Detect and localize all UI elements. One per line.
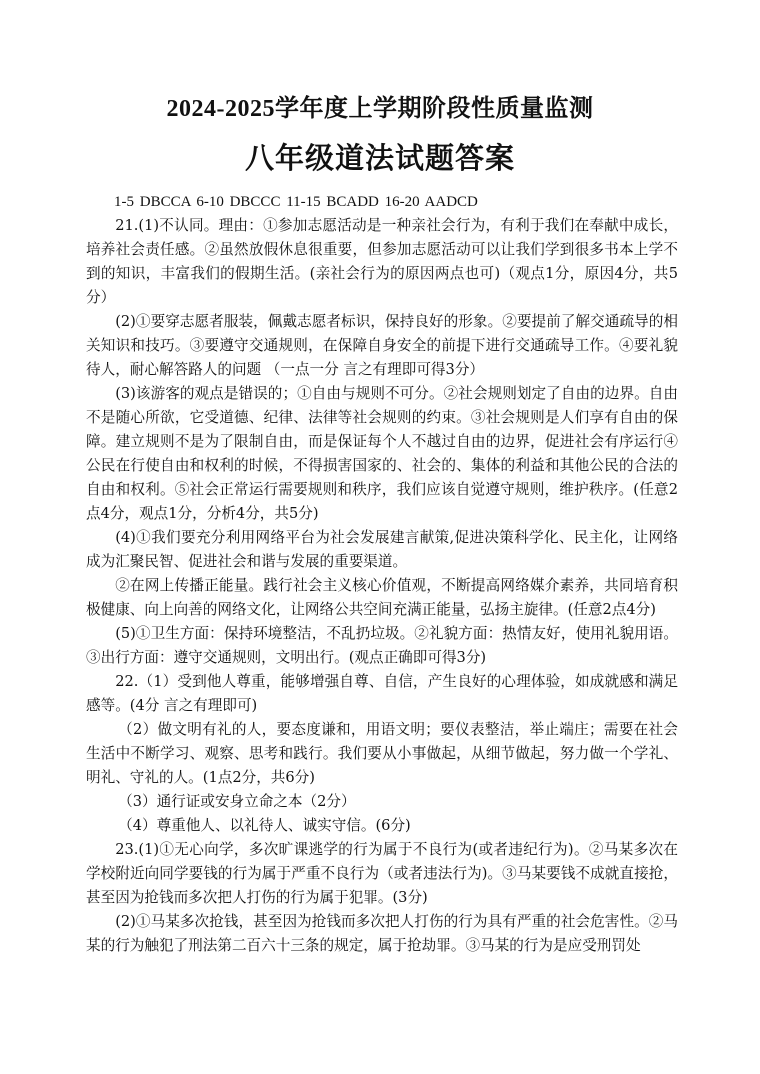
answer-paragraph-21-4a: (4)①我们要充分利用网络平台为社会发展建言献策,促进决策科学化、民主化，让网络成为汇聚民智、促进社会和谐与发展的重要渠道。 xyxy=(86,529,678,570)
answer-paragraph-23-2: (2)①马某多次抢钱，甚至因为抢钱而多次把人打伤的行为具有严重的社会危害性。②马某的行为触犯了刑法第二百六十三条的规定，属于抢劫罪。③马某的行为是应受刑罚处 xyxy=(86,913,678,954)
document-title: 2024-2025学年度上学期阶段性质量监测 xyxy=(166,96,594,122)
answer-paragraph-23-1: 23.(1)①无心向学，多次旷课逃学的行为属于不良行为(或者违纪行为)。②马某多次在学校附近向同学要钱的行为属于严重不良行为（或者违法行为)。③马某要钱不成就直接抢，甚至因为抢钱而多次把人打伤的行为属于犯罪。(3分) xyxy=(86,841,678,906)
answer-paragraph-22-2: （2）做文明有礼的人，要态度谦和，用语文明；要仪表整洁，举止端庄；需要在社会生活中不断学习、观察、思考和践行。我们要从小事做起，从细节做起，努力做一个学礼、明礼、守礼的人。(1点2分，共6分) xyxy=(86,721,678,786)
choice-answers-line: 1-5 DBCCA 6-10 DBCCC 11-15 BCADD 16-20 AADCD xyxy=(114,194,478,210)
answer-paragraph-22-4: （4）尊重他人、以礼待人、诚实守信。(6分) xyxy=(118,817,411,834)
answer-paragraph-22-3: （3）通行证或安身立命之本（2分） xyxy=(118,793,356,810)
document-subtitle: 八年级道法试题答案 xyxy=(244,141,515,175)
answer-content xyxy=(86,190,678,958)
answer-paragraph-21-4b: ②在网上传播正能量。践行社会主义核心价值观，不断提高网络媒介素养，共同培育积极健康、向上向善的网络文化，让网络公共空间充满正能量，弘扬主旋律。(任意2点4分) xyxy=(86,577,678,618)
answer-paragraph-21-5: (5)①卫生方面：保持环境整洁，不乱扔垃圾。②礼貌方面：热情友好，使用礼貌用语。③出行方面：遵守交通规则，文明出行。(观点正确即可得3分) xyxy=(86,625,678,666)
answer-paragraph-21-3: (3)该游客的观点是错误的；①自由与规则不可分。②社会规则划定了自由的边界。自由不是随心所欲，它受道德、纪律、法律等社会规则的约束。③社会规则是人们享有自由的保障。建立规则不是为了限制自由，而是保证每个人不越过自由的边界，促进社会有序运行④公民在行使自由和权利的时候，不得损害国家的、社会的、集体的利益和其他公民的合法的自由和权利。⑤社会正常运行需要规则和秩序，我们应该自觉遵守规则，维护秩序。(任意2点4分，观点1分，分析4分，共5分) xyxy=(86,385,678,522)
answer-paragraph-21-1: 21.(1)不认同。理由：①参加志愿活动是一种亲社会行为，有利于我们在奉献中成长，培养社会责任感。②虽然放假休息很重要，但参加志愿活动可以让我们学到很多书本上学不到的知识，丰富我们的假期生活。(亲社会行为的原因两点也可)（观点1分，原因4分，共5分） xyxy=(86,217,678,306)
answer-paragraph-22-1: 22.（1）受到他人尊重，能够增强自尊、自信，产生良好的心理体验，如成就感和满足感等。(4分 言之有理即可) xyxy=(86,673,678,714)
answer-paragraph-21-2: (2)①要穿志愿者服装，佩戴志愿者标识，保持良好的形象。②要提前了解交通疏导的相关知识和技巧。③要遵守交通规则，在保障自身安全的前提下进行交通疏导工作。④要礼貌待人，耐心解答路人的问题 （一点一分 言之有理即可得3分） xyxy=(86,313,678,378)
